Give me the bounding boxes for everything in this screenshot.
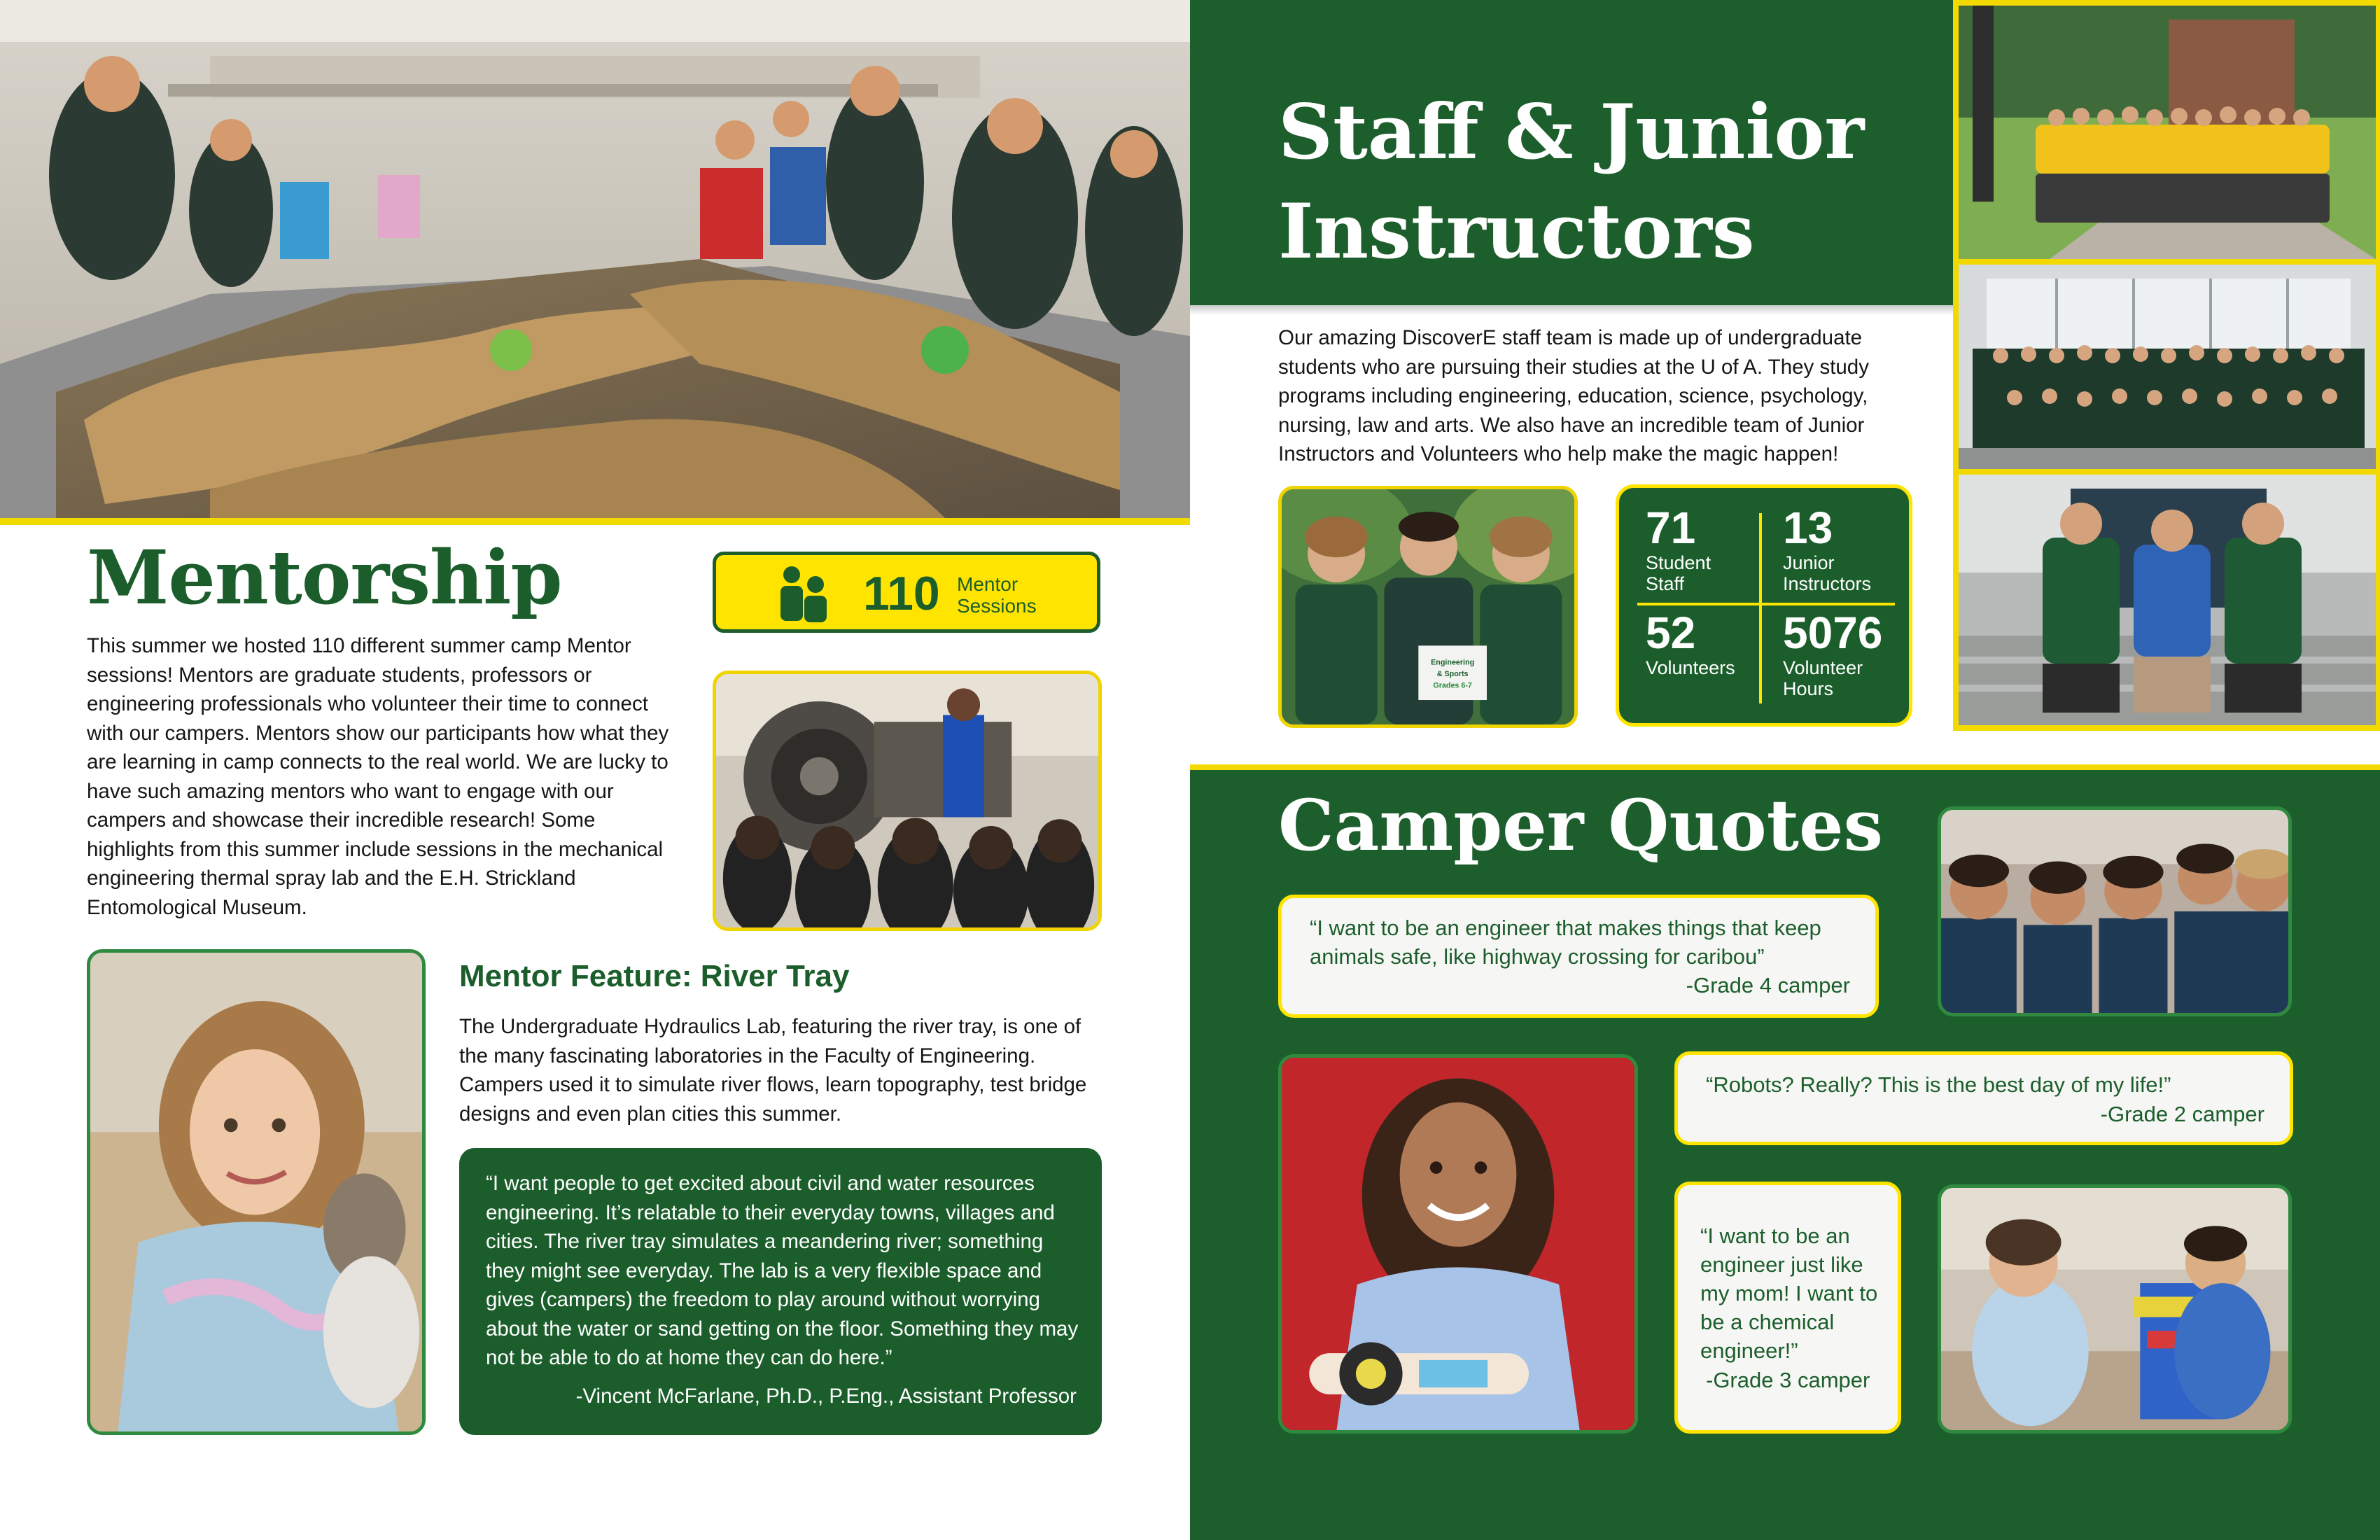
staff-title-line1: Staff & Junior [1278,88,1865,176]
staff-title-line2: Instructors [1278,188,1755,276]
mentor-sessions-label-line2: Sessions [957,595,1037,617]
quote-text: “I want to be an engineer that makes things that keep animals safe, like highway crossing for caribou” [1310,916,1821,969]
staff-group-photo-building [1959,265,2376,469]
quote-text: “Robots? Really? This is the best day of my life!” [1706,1072,2171,1097]
camper-quotes-title: Camper Quotes [1278,784,1883,867]
stat-volunteers [1646,608,1735,678]
quote-card-grade3 [1674,1182,1901,1434]
mentor-sessions-stat [713,552,1100,633]
stat-student-staff [1646,503,1711,594]
quote-attribution: -Grade 3 camper [1706,1368,1870,1392]
staff-title [1278,83,1864,281]
mentor-sessions-value: 110 [863,567,940,620]
grid-divider-horizontal [1637,603,1895,606]
quote-card-grade2 [1674,1051,2293,1145]
stat-value: 52 [1646,608,1696,658]
sign-text-line1: Engineering [1431,658,1475,667]
camper-girl-robot-photo [1278,1054,1638,1434]
grid-divider-vertical [1759,513,1762,704]
mentorship-body: This summer we hosted 110 different summer camp Mentor sessions! Mentors are graduate students, professors or engineering professionals who volunteer their time to connect with our campers. Mentors show our participants how what they are learning in camp connects to the real world. We are lucky to have such amazing mentors who want to engage with our campers and showcase their incredible research! Some highlights from this summer include sessions in the mechanical engineering thermal spray lab and the E.H. Strickland Entomological Museum. [87,634,669,919]
stat-label: Hours [1783,678,1834,699]
staff-body: Our amazing DiscoverE staff team is made up of undergraduate students who are pursuing their studies at the U of A. They study programs including engineering, education, science, psychology, nursing, law and arts. We also have an incredible team of Junior Instructors and Volunteers who help make the magic happen! [1278,326,1869,465]
stat-value: 5076 [1783,608,1883,658]
staff-members-photo [1278,486,1578,728]
mentor-sessions-label [957,573,1037,617]
quote-attribution: -Grade 4 camper [1686,973,1850,997]
stat-volunteer-hours [1783,608,1882,699]
stat-value: 71 [1646,503,1696,553]
mentor-feature-quote-box [459,1148,1102,1435]
mentor-feature-attribution: -Vincent McFarlane, Ph.D., P.Eng., Assistant Professor [575,1385,1077,1408]
people-icon [776,565,831,622]
quote-text: “I want to be an engineer just like my mom! I want to be a chemical engineer!” [1700,1224,1878,1363]
quote-card-grade4 [1278,895,1879,1018]
mentor-feature-title: Mentor Feature: River Tray [459,959,850,993]
stat-label: Instructors [1783,573,1872,594]
stat-label: Student [1646,552,1712,573]
staff-group-photo-outdoor [1959,6,2376,259]
campers-group-photo [1938,806,2292,1016]
stat-label: Staff [1646,573,1685,594]
sign-text-line2: & Sports [1436,670,1469,679]
stat-value: 13 [1783,503,1833,553]
mentorship-title: Mentorship [87,533,562,621]
staff-stats-grid [1616,484,1912,727]
sign-text-line3: Grades 6-7 [1433,681,1472,690]
stat-label: Junior [1783,552,1835,573]
stat-junior-instructors [1783,503,1871,594]
quote-attribution: -Grade 2 camper [2100,1102,2264,1126]
junior-instructors-photo [1959,475,2376,725]
mentor-feature-quote: “I want people to get excited about civil and water resources engineering. It’s relatable to their everyday towns, villages and cities. The river tray simulates a meandering river; something they might see everyday. The lab is a very flexible space and gives (campers) the freedom to play around without worrying about the water or sand getting on the floor. Something they may not be able to do at home they can do here.” [486,1172,1079,1369]
stat-label: Volunteer [1783,657,1863,678]
mentor-sessions-label-line1: Mentor [957,573,1018,595]
campers-building-photo [1938,1184,2292,1434]
mentor-feature-body: The Undergraduate Hydraulics Lab, featuring the river tray, is one of the many fascinating laboratories in the Faculty of Engineering. Campers used it to simulate river flows, learn topography, test bridge designs and even plan cities this summer. [459,1015,1087,1126]
camper-sand-photo [87,949,426,1435]
stat-label: Volunteers [1646,657,1735,678]
hero-underline [0,518,1190,525]
mentor-session-photo [713,671,1102,931]
staff-header-shadow [1190,305,1953,315]
river-tray-hero-photo [0,0,1190,518]
